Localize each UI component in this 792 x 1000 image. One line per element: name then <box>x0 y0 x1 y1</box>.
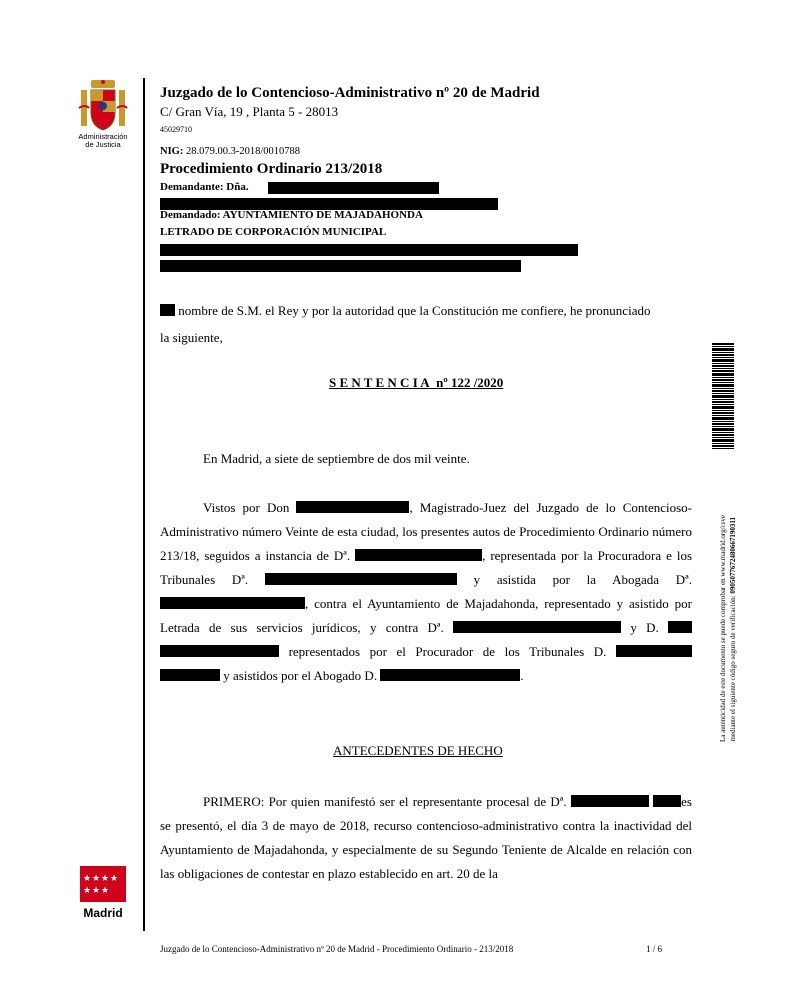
redaction-procuradora <box>265 573 457 585</box>
verification-line-2 <box>728 517 738 742</box>
lawyer-line: LETRADO DE CORPORACIÓN MUNICIPAL <box>160 226 387 238</box>
sentencia-label: S E N T E N C I A <box>329 375 430 390</box>
redaction-codefendant-2a <box>668 621 692 633</box>
sentencia-number: nº 122 /2020 <box>436 375 504 390</box>
primero-text-a: PRIMERO: Por quien manifestó ser el representante procesal de Dª. <box>203 794 567 809</box>
svg-text:★: ★ <box>101 874 110 884</box>
margin-vertical-rule <box>143 78 145 931</box>
verification-barcode <box>712 343 734 449</box>
page-number: 1 / 6 <box>646 944 663 954</box>
svg-text:★: ★ <box>92 886 101 896</box>
intro-paragraph <box>160 299 692 350</box>
vistos-text-g: representados por el Procurador de los Tribunales D. <box>279 644 607 659</box>
primero-paragraph <box>160 790 692 886</box>
vistos-text-b: , Magistrado-Juez del Juzgado de lo Contencioso-Administrativo número Veinte de esta ciudad, los presentes autos de Procedimiento Ordinario número 213/18, seguidos a instancia de Dª. <box>160 500 693 563</box>
plaintiff-label: Demandante: Dña. <box>160 181 249 193</box>
redaction-abogada <box>160 597 305 609</box>
date-line: En Madrid, a siete de septiembre de dos mil veinte. <box>203 451 470 466</box>
vistos-text-a: Vistos por Don <box>203 500 290 515</box>
svg-text:★: ★ <box>83 886 92 896</box>
antecedentes-heading: ANTECEDENTES DE HECHO <box>333 743 503 758</box>
redaction-primero-1 <box>571 795 649 807</box>
svg-text:★: ★ <box>92 874 101 884</box>
svg-text:★: ★ <box>110 874 119 884</box>
madrid-logo-text: Madrid <box>83 906 123 920</box>
svg-text:★: ★ <box>83 874 92 884</box>
verification-code: 0905077672480667190311 <box>729 517 737 596</box>
court-code: 45029710 <box>160 125 192 134</box>
court-address: C/ Gran Vía, 19 , Planta 5 - 28013 <box>160 104 339 119</box>
procedure-title: Procedimiento Ordinario 213/2018 <box>160 161 383 177</box>
barcode-icon <box>712 343 734 449</box>
redaction-primero-2 <box>653 795 681 807</box>
intro-text: nombre de S.M. el Rey y por la autoridad que la Constitución me confiere, he pronunciado <box>175 303 651 318</box>
vistos-paragraph <box>160 496 692 688</box>
verification-line-1: La autenticidad de este documento se puede comprobar en www.madrid.org/csve <box>719 514 727 742</box>
vistos-text-c: , representada por la Procuradora e los Tribunales Dª. <box>160 548 693 587</box>
justice-logo-text-1: Administración <box>78 132 128 141</box>
redaction-judge <box>296 501 409 513</box>
comunidad-madrid-logo <box>80 866 126 922</box>
madrid-stars-icon <box>80 866 126 902</box>
redaction-codefendant-1 <box>453 621 621 633</box>
vistos-text-i: . <box>520 668 524 683</box>
redaction-abogado <box>380 669 520 681</box>
sentencia-heading <box>329 375 503 391</box>
redaction-codefendant-2b <box>160 645 279 657</box>
verification-label: mediante el siguiente código seguro de verificación: <box>729 595 737 742</box>
svg-text:★: ★ <box>101 886 110 896</box>
redaction-defendant-line-1 <box>160 244 578 256</box>
redaction-defendant-line-2 <box>160 260 521 272</box>
coat-of-arms-icon <box>77 78 129 133</box>
nig-value: 28.079.00.3-2018/0010788 <box>185 146 301 157</box>
court-title: Juzgado de lo Contencioso-Administrativo nº 20 de Madrid <box>160 85 540 101</box>
vistos-text-d: y asistida por la Abogada Dª. <box>456 572 692 587</box>
nig-label: NIG: <box>160 146 184 157</box>
vistos-text-e: , contra el Ayuntamiento de Majadahonda, representado y asistido por Letrada de sus servicios jurídicos, y contra Dª. <box>160 596 692 635</box>
redaction-procurador-2 <box>160 669 220 681</box>
vistos-text-h: y asistidos por el Abogado D. <box>220 668 378 683</box>
primero-text-b: es se presentó, el día 3 de mayo de 2018, recurso contencioso-administrativo contra la inactividad del Ayuntamiento de Majadahonda, y especialmente de su Segundo Teniente de Alcalde en relación con las obligaciones de contestar en plazo establecido en art. 20 de la <box>160 794 692 881</box>
redaction-intro <box>160 304 175 316</box>
nig-line <box>160 146 300 157</box>
intro-line-2: la siguiente, <box>160 330 223 345</box>
defendant-line: Demandado: AYUNTAMIENTO DE MAJADAHONDA <box>160 209 423 221</box>
verification-side-text <box>718 462 740 742</box>
footer-text: Juzgado de lo Contencioso-Administrativo nº 20 de Madrid - Procedimiento Ordinario - 213/2018 <box>160 944 514 954</box>
vistos-text-f: y D. <box>621 620 659 635</box>
redaction-plaintiff-name <box>268 182 439 194</box>
redaction-procurador <box>616 645 692 657</box>
justice-logo-text-2: de Justicia <box>85 140 121 149</box>
justice-administration-logo <box>77 78 129 150</box>
redaction-plaintiff <box>355 549 482 561</box>
